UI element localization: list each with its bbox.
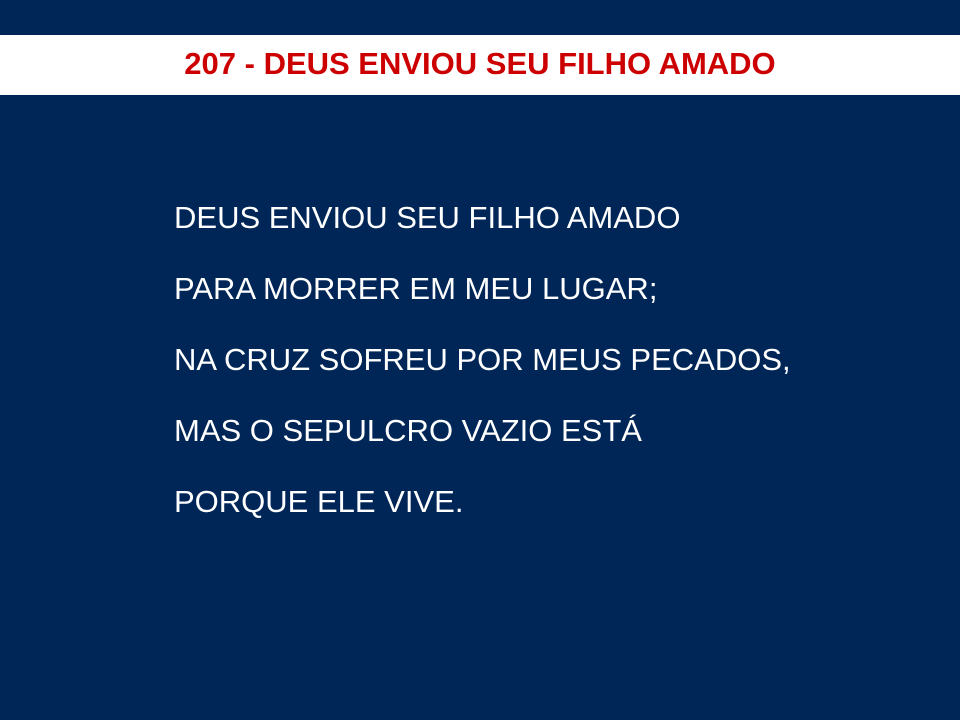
lyric-line: NA CRUZ SOFREU POR MEUS PECADOS, — [174, 342, 791, 377]
lyrics-block — [174, 200, 944, 555]
lyric-line: DEUS ENVIOU SEU FILHO AMADO — [174, 200, 681, 235]
title-band — [0, 35, 960, 95]
lyric-line: PORQUE ELE VIVE. — [174, 484, 464, 519]
lyric-line: MAS O SEPULCRO VAZIO ESTÁ — [174, 413, 642, 448]
lyric-line: PARA MORRER EM MEU LUGAR; — [174, 271, 658, 306]
song-title: 207 - DEUS ENVIOU SEU FILHO AMADO — [184, 46, 776, 81]
